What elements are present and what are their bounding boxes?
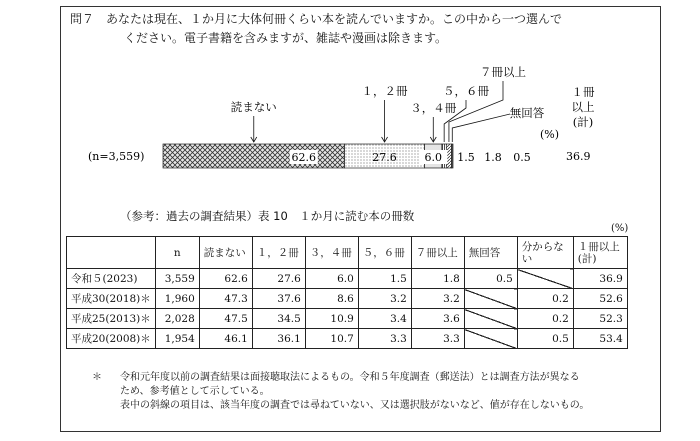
table-cell: 46.1 [199,329,252,349]
table-row [67,329,628,349]
note-line-2: ため、参考値として示している。 [120,386,270,397]
question-line-2: ください。電子書籍を含みますが、雑誌や漫画は除きます。 [124,31,448,45]
table-cell: 34.5 [252,309,305,329]
table-cell: 1.5 [358,269,411,289]
header-cell-9: １冊以上(計) [573,237,627,269]
header-cell-6: ７冊以上 [411,237,464,269]
category-label-0: 読まない [230,100,277,114]
table-cell: 3.3 [358,329,411,349]
row-label: 令和５(2023) [67,269,156,289]
category-label-2: ３，４冊 [410,101,457,115]
table-unit: (%) [611,223,629,234]
table-cell: 62.6 [199,269,252,289]
table-cell: 52.6 [573,289,627,309]
table-cell: 3.6 [411,309,464,329]
question-line-1: 問７ あなたは現在、１か月に大体何冊くらい本を読んでいますか。この中から一つ選んで [70,12,563,26]
total-label-line-0: １冊 [571,85,595,99]
stacked-bar-chart [0,0,700,200]
table-title: （参考：過去の調査結果）表 10 １か月に読む本の冊数 [120,209,415,223]
table-cell: 0.5 [464,269,517,289]
table-cell: 36.1 [252,329,305,349]
table-cell: 37.6 [252,289,305,309]
table-cell-not-applicable [464,309,517,329]
table-cell: 52.3 [573,309,627,329]
table-row [67,269,628,289]
leader-5 [452,114,510,142]
table-cell: 2,028 [155,309,199,329]
table-cell-not-applicable [464,329,517,349]
table-cell: 53.4 [573,329,627,349]
header-cell-8: 分からない [517,237,573,269]
table-row [67,289,628,309]
row-label: 平成25(2013)＊ [67,309,156,329]
bar-value-label-5: 0.5 [513,151,531,164]
table-cell: 0.5 [517,329,573,349]
table-cell: 1.8 [411,269,464,289]
table-cell: 10.7 [305,329,358,349]
header-cell-3: １，２冊 [252,237,305,269]
row-label: 平成20(2008)＊ [67,329,156,349]
past-results-table [66,236,628,349]
category-label-1: １，２冊 [361,84,408,98]
table-cell: 8.6 [305,289,358,309]
header-cell-4: ３，４冊 [305,237,358,269]
bar-value-label-3: 1.5 [457,151,475,164]
table-cell: 3.4 [358,309,411,329]
row-label: 平成30(2018)＊ [67,289,156,309]
table-cell: 47.3 [199,289,252,309]
table-cell-not-applicable [517,269,573,289]
n-label: (n=3,559) [88,150,145,163]
table-cell: 27.6 [252,269,305,289]
table-cell: 3.2 [358,289,411,309]
total-label-line-2: (計) [572,115,594,129]
table-cell: 3.2 [411,289,464,309]
total-label-line-1: 以上 [571,100,595,114]
header-cell-2: 読まない [199,237,252,269]
table-cell: 1,954 [155,329,199,349]
category-label-3: ５，６冊 [443,84,489,98]
bar-value-label-1: 27.6 [372,151,397,164]
bar-segment-5 [452,144,453,168]
table-cell: 1,960 [155,289,199,309]
bar-value-label-4: 1.8 [484,151,502,164]
table-cell: 3,559 [155,269,199,289]
table-header-row [67,237,628,269]
percent-unit: (%) [540,128,560,141]
note-mark: ＊ [92,372,102,383]
note-line-3: 表中の斜線の項目は、該当年度の調査では尋ねていない、又は選択肢がないなど、値が存在しないもの。 [120,400,590,411]
header-cell-1: n [155,237,199,269]
table-cell-not-applicable [464,289,517,309]
table-cell: 3.3 [411,329,464,349]
header-cell-7: 無回答 [464,237,517,269]
total-value: 36.9 [566,150,591,163]
table-cell: 47.5 [199,309,252,329]
header-cell-5: ５，６冊 [358,237,411,269]
category-label-5: 無回答 [509,106,545,120]
bar-value-label-0: 62.6 [291,151,317,164]
table-cell: 0.2 [517,309,573,329]
table-cell: 6.0 [305,269,358,289]
bar-value-label-2: 6.0 [424,151,443,164]
note-line-1: 令和元年度以前の調査結果は面接聴取法によるもの。令和５年度調査（郵送法）とは調査方法が異なる [120,372,580,383]
header-cell-0 [67,237,156,269]
category-label-4: ７冊以上 [480,65,526,79]
table-cell: 0.2 [517,289,573,309]
table-row [67,309,628,329]
table-cell: 36.9 [573,269,627,289]
table-cell: 10.9 [305,309,358,329]
